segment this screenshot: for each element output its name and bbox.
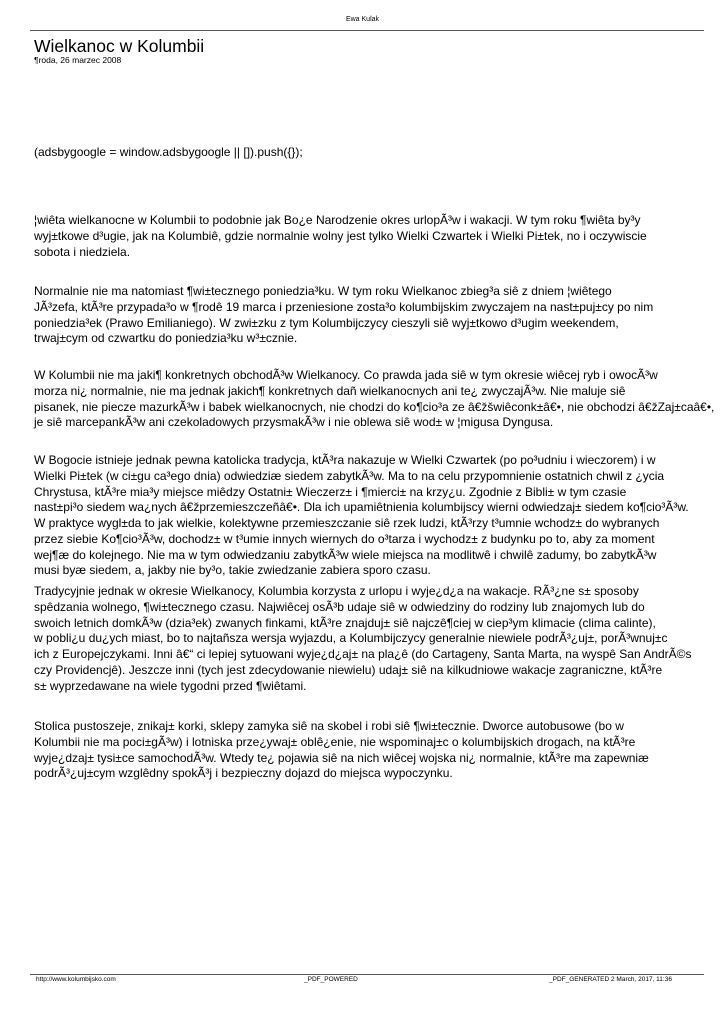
text-line: W Bogocie istnieje jednak pewna katolicka tradycja, ktÃ³ra nakazuje w Wielki Czwartek (po po³udniu i wieczorem) i w: [34, 453, 656, 467]
text-line: pisanek, nie piecze mazurkÃ³w i babek wielkanocnych, nie chodzi do ko¶cio³a ze â€žšwiêconk±â€•, nie obchodzi â€žZaj±caâ€•,: [34, 399, 715, 414]
text-line: trwaj±cym od czwartku do poniedzia³ku w³±cznie.: [34, 331, 298, 346]
text-line: wyj±tkowe d³ugie, jak na Kolumbiê, gdzie normalnie wolny jest tylko Wielki Czwartek i Wielki Pi±tek, no i oczywiscie: [34, 228, 647, 243]
text-line: Tradycyjnie jednak w okresie Wielkanocy, Kolumbia korzysta z urlopu i wyje¿d¿a na wakacje. RÃ³¿ne s± sposoby: [34, 584, 639, 598]
footer-divider: [30, 974, 704, 975]
text-line: ¦wiêta wielkanocne w Kolumbii to podobnie jak Bo¿e Narodzenie okres urlopÃ³w i wakacji. W tym roku ¶wiêta by³y: [34, 213, 641, 227]
text-line: przez siebie Ko¶cio³Ã³w, dochodz± w t³umie innych wiernych do o³tarza i wychodz± z budynku po to, aby za moment: [34, 531, 655, 546]
text-line: swoich letnich domkÃ³w (dzia³ek) zwanych finkami, ktÃ³re znajduj± siê najczê¶ciej w ciep³ym klimacie (clima calinte),: [34, 615, 656, 630]
text-line: poniedzia³ek (Prawo Emilianiego). W zwi±zku z tym Kolumbijczycy cieszyli siê wyj±tkowo d³ugim weekendem,: [34, 315, 619, 330]
article-date: ¶roda, 26 marzec 2008: [34, 55, 122, 65]
footer-url: http://www.kolumbijsko.com: [36, 976, 116, 983]
text-line: sobota i niedziela.: [34, 244, 131, 259]
text-line: ich z Europejczykami. Inni â€“ ci lepiej sytuowani wyje¿d¿aj± na pla¿ê (do Cartageny, Santa Marta, na wyspê San AndrÃ©s: [34, 647, 692, 661]
text-line: wyje¿dzaj± tysi±ce samochodÃ³w. Wtedy te¿ pojawia siê na nich wiêcej wojska ni¿ normalnie, ktÃ³re ma zapewniæ: [34, 750, 649, 765]
text-line: W praktyce wygl±da to jak wielkie, kolektywne przemieszczanie siê rzek ludzi, ktÃ³rzy t³umnie wchodz± do wybranych: [34, 516, 660, 530]
paragraph-6: [34, 719, 649, 782]
footer-generated: _PDF_GENERATED 2 March, 2017, 11:36: [549, 976, 672, 983]
footer-powered: _PDF_POWERED: [304, 976, 358, 983]
text-line: W Kolumbii nie ma jaki¶ konkretnych obchodÃ³w Wielkanocy. Co prawda jada siê w tym okresie wiêcej ryb i owocÃ³w: [34, 368, 658, 382]
text-line: Wielki Pi±tek (w ci±gu ca³ego dnia) odwiedziæ siedem zabytkÃ³w. Ma to na celu przypomnienie ostatnich chwil z ¿ycia: [34, 468, 665, 483]
paragraph-4: [34, 453, 689, 579]
header-divider: [30, 30, 704, 31]
text-line: nast±pi³o siedem wa¿nych â€žprzemieszczeñâ€•. Dla ich upamiêtnienia kolumbijscy wierni odwiedzaj± siedem ko¶cio³Ã³w.: [34, 500, 689, 515]
text-line: spêdzania wolnego, ¶wi±tecznego czasu. Najwiêcej osÃ³b udaje siê w odwiedziny do rodziny lub znajomych lub do: [34, 599, 645, 614]
text-line: Normalnie nie ma natomiast ¶wi±tecznego poniedzia³ku. W tym roku Wielkanoc zbieg³a siê z dniem ¦wiêtego: [34, 284, 612, 298]
text-line: Stolica pustoszeje, znikaj± korki, sklepy zamyka siê na skobel i robi siê ¶wi±tecznie. Dworce autobusowe (bo w: [34, 719, 624, 733]
article-title: Wielkanoc w Kolumbii: [34, 36, 205, 56]
text-line: czy Providencjê). Jeszcze inni (tych jest zdecydowanie niewielu) udaj± siê na kilkudniowe wakacje zagraniczne, ktÃ³re: [34, 662, 663, 677]
text-line: podrÃ³¿uj±cym wzglêdny spokÃ³j i bezpieczny dojazd do miejsca wypoczynku.: [34, 766, 453, 781]
text-line: w pobli¿u du¿ych miast, bo to najtañsza wersja wyjazdu, a Kolumbijczycy generalnie niewiele podrÃ³¿uj±, porÃ³wnuj±c: [34, 631, 668, 646]
text-line: musi byæ siedem, a, jakby nie by³o, takie zwiedzanie zabiera sporo czasu.: [34, 563, 431, 578]
text-line: wej¶æ do kolejnego. Nie ma w tym odwiedzaniu zabytkÃ³w wiele miejsca na modlitwê i chwilê zadumy, bo zabytkÃ³w: [34, 547, 657, 562]
header-author: Ewa Kulak: [345, 16, 380, 23]
text-line: morza ni¿ normalnie, nie ma jednak jakich¶ konkretnych dañ wielkanocnych ani te¿ zwyczajÃ³w. Nie maluje siê: [34, 383, 626, 398]
paragraph-3: [34, 368, 714, 431]
paragraph-5: [34, 584, 692, 694]
text-line: Chrystusa, ktÃ³re mia³y miejsce miêdzy Ostatni± Wieczerz± i ¶mierci± na krzy¿u. Zgodnie z Bibli± w tym czasie: [34, 484, 627, 499]
ad-script-text: (adsbygoogle = window.adsbygoogle || []).push({});: [34, 145, 303, 159]
paragraph-2: [34, 284, 653, 347]
text-line: Kolumbii nie ma poci±gÃ³w) i lotniska prze¿ywaj± oblê¿enie, nie wspominaj±c o kolumbijskich drogach, na ktÃ³re: [34, 734, 636, 749]
text-line: s± wyprzedawane na wiele tygodni przed ¶wiêtami.: [34, 678, 307, 693]
paragraph-1: [34, 213, 647, 260]
text-line: JÃ³zefa, ktÃ³re przypada³o w ¶rodê 19 marca i przeniesione zosta³o kolumbijskim zwyczajem na nast±puj±cy po nim: [34, 299, 654, 314]
text-line: je siê marcepankÃ³w ani czekoladowych przysmakÃ³w i nie oblewa siê wod± w ¦migusa Dyngusa.: [34, 415, 554, 430]
